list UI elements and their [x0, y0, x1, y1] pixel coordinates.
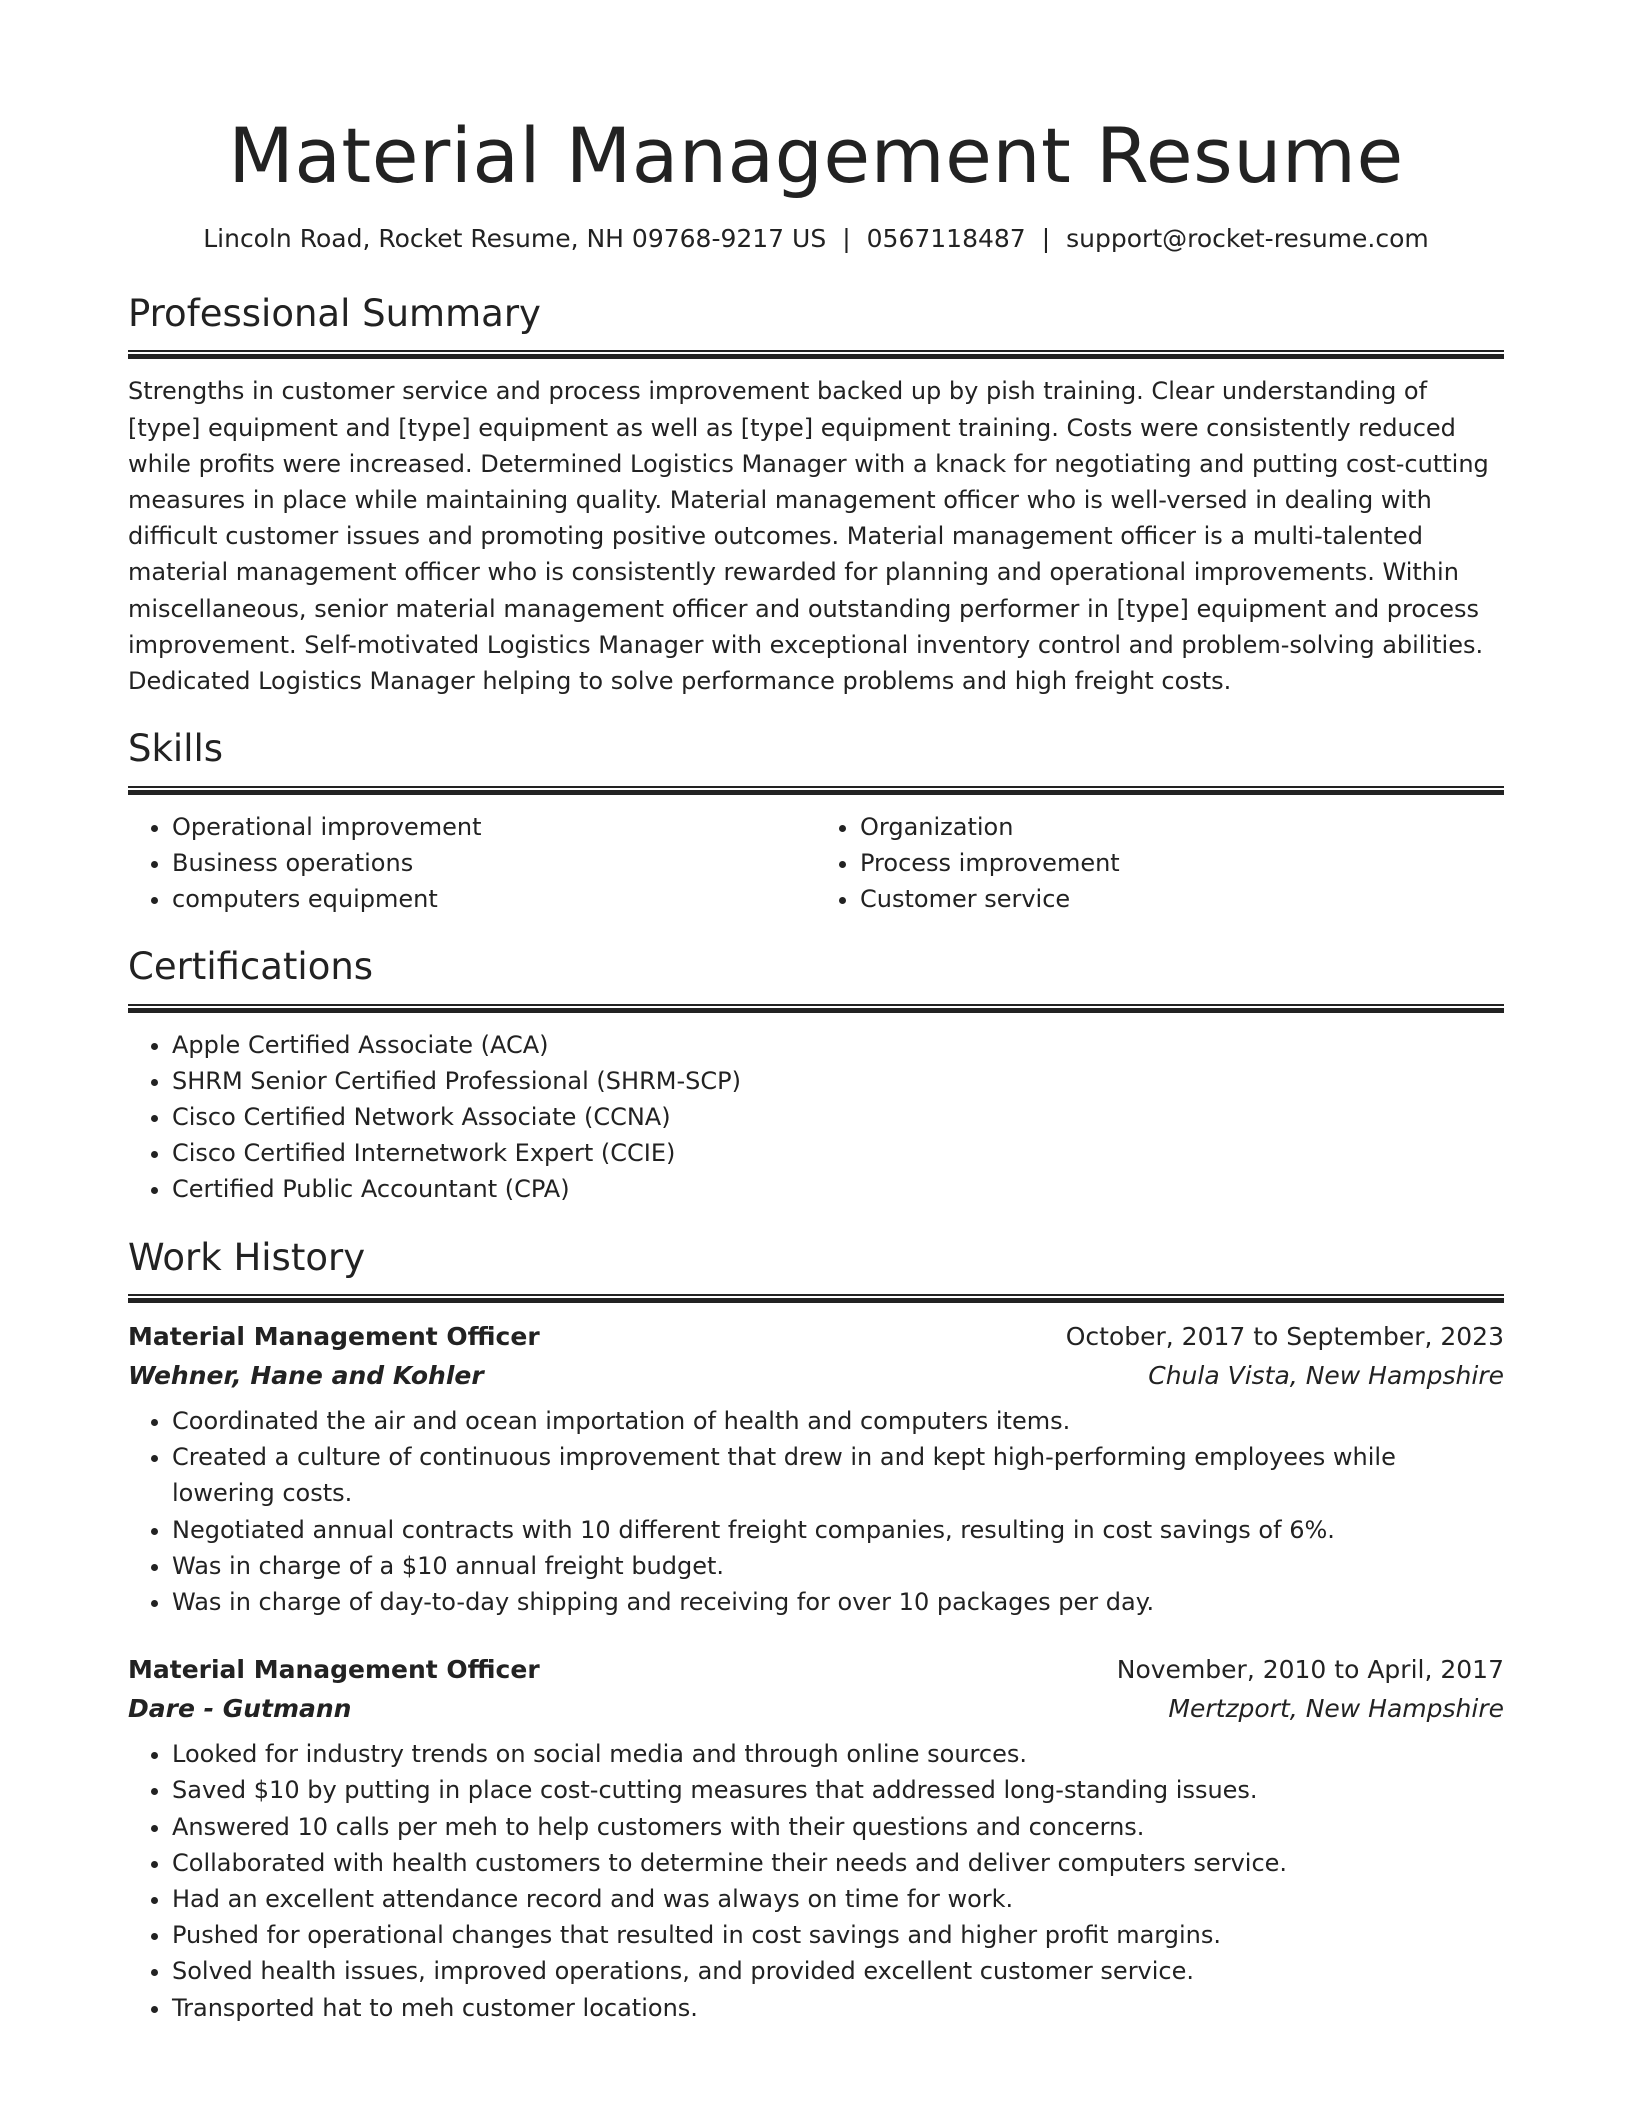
- section-professional-summary: [128, 292, 1504, 699]
- contact-line: [128, 224, 1504, 254]
- job-company: Dare - Gutmann: [128, 1694, 352, 1724]
- list-item: • Was in charge of a $10 annual freight budget.: [172, 1548, 1504, 1584]
- job-entry: [128, 1650, 1504, 2026]
- list-item: • SHRM Senior Certified Professional (SHRM-SCP): [172, 1063, 1504, 1099]
- list-item: • computers equipment: [172, 881, 816, 917]
- section-heading: Professional Summary: [128, 292, 541, 335]
- job-bullets: [128, 1403, 1504, 1620]
- job-title: Material Management Officer: [128, 1655, 540, 1685]
- list-item: • Negotiated annual contracts with 10 different freight companies, resulting in cost savings of 6%.: [172, 1512, 1504, 1548]
- skills-grid: [128, 809, 1504, 918]
- job-dates: October, 2017 to September, 2023: [1065, 1322, 1504, 1352]
- list-item: • Organization: [860, 809, 1504, 845]
- contact-separator: |: [1041, 224, 1051, 253]
- list-item: • Had an excellent attendance record and was always on time for work.: [172, 1881, 1504, 1917]
- section-certifications: [128, 945, 1504, 1207]
- job-bullets: [128, 1736, 1504, 2026]
- section-divider: [128, 350, 1504, 359]
- list-item: • Cisco Certified Internetwork Expert (CCIE): [172, 1135, 1504, 1171]
- list-item: • Created a culture of continuous improvement that drew in and kept high-performing employees while lowering costs.: [172, 1439, 1504, 1511]
- summary-text: Strengths in customer service and process improvement backed up by pish training. Clear understanding of [type] equipment and [type] equipment as well as [type] equipment training. Costs were consistently reduced while profits were increased. Determined Logistics Manager with a knack for negotiating and putting cost-cutting measures in place while maintaining quality. Material management officer who is well-versed in dealing with difficult customer issues and promoting positive outcomes. Material management officer is a multi-talented material management officer who is consistently rewarded for planning and operational improvements. Within miscellaneous, senior material management officer and outstanding performer in [type] equipment and process improvement. Self-motivated Logistics Manager with exceptional inventory control and problem-solving abilities. Dedicated Logistics Manager helping to solve performance problems and high freight costs.: [128, 377, 1489, 696]
- contact-phone: 0567118487: [866, 224, 1026, 253]
- section-divider: [128, 1294, 1504, 1303]
- job-company: Wehner, Hane and Kohler: [128, 1361, 484, 1391]
- section-heading: Skills: [128, 727, 224, 771]
- section-heading: Work History: [128, 1235, 366, 1279]
- contact-email: support@rocket-resume.com: [1066, 224, 1429, 253]
- list-item: • Answered 10 calls per meh to help customers with their questions and concerns.: [172, 1809, 1504, 1845]
- list-item: • Pushed for operational changes that resulted in cost savings and higher profit margins.: [172, 1917, 1504, 1953]
- job-company-row: [128, 1356, 1504, 1395]
- resume-title: Material Management Resume: [228, 111, 1404, 200]
- skills-column-left: [128, 809, 816, 918]
- contact-address: Lincoln Road, Rocket Resume, NH 09768-9217 US: [203, 224, 827, 253]
- list-item: • Coordinated the air and ocean importation of health and computers items.: [172, 1403, 1504, 1439]
- list-item: • Transported hat to meh customer locations.: [172, 1990, 1504, 2026]
- section-work-history: [128, 1236, 1504, 2026]
- list-item: • Collaborated with health customers to determine their needs and deliver computers service.: [172, 1845, 1504, 1881]
- list-item: • Apple Certified Associate (ACA): [172, 1027, 1504, 1063]
- contact-separator: |: [842, 224, 851, 253]
- job-title-row: [128, 1317, 1504, 1356]
- job-title: Material Management Officer: [128, 1322, 540, 1352]
- list-item: • Process improvement: [860, 845, 1504, 881]
- list-item: • Saved $10 by putting in place cost-cutting measures that addressed long-standing issues.: [172, 1772, 1504, 1808]
- list-item: • Cisco Certified Network Associate (CCNA): [172, 1099, 1504, 1135]
- certifications-list: [128, 1027, 1504, 1208]
- section-heading: Certifications: [128, 945, 374, 989]
- section-divider: [128, 1004, 1504, 1013]
- section-skills: [128, 727, 1504, 917]
- list-item: • Business operations: [172, 845, 816, 881]
- section-divider: [128, 786, 1504, 795]
- skills-column-right: [816, 809, 1504, 918]
- job-company-row: [128, 1689, 1504, 1728]
- job-title-row: [128, 1650, 1504, 1689]
- list-item: • Was in charge of day-to-day shipping and receiving for over 10 packages per day.: [172, 1584, 1504, 1620]
- list-item: • Solved health issues, improved operations, and provided excellent customer service.: [172, 1953, 1504, 1989]
- list-item: • Customer service: [860, 881, 1504, 917]
- job-location: Chula Vista, New Hampshire: [1148, 1361, 1504, 1391]
- list-item: • Looked for industry trends on social media and through online sources.: [172, 1736, 1504, 1772]
- job-location: Mertzport, New Hampshire: [1168, 1694, 1504, 1724]
- list-item: • Operational improvement: [172, 809, 816, 845]
- job-dates: November, 2010 to April, 2017: [1116, 1655, 1504, 1685]
- list-item: • Certified Public Accountant (CPA): [172, 1171, 1504, 1207]
- job-entry: [128, 1317, 1504, 1620]
